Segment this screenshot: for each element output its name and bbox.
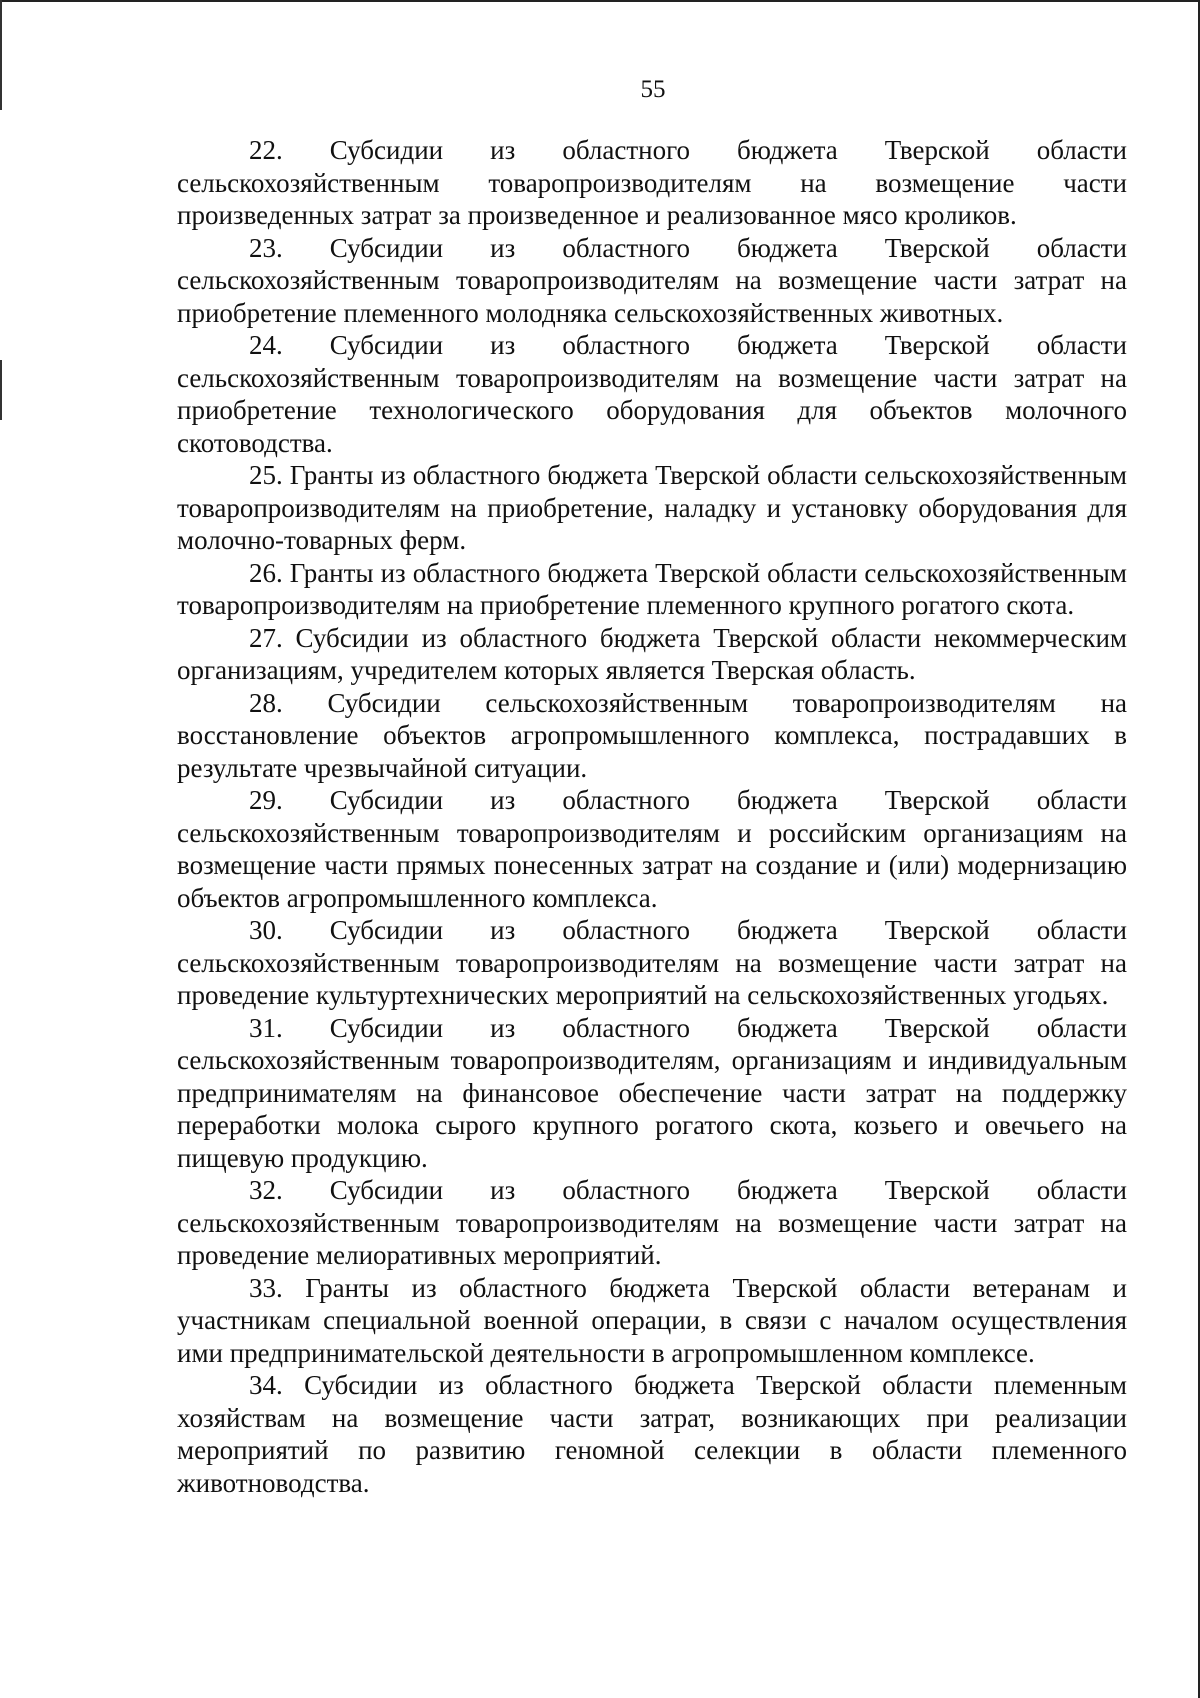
paragraph-28: 28. Субсидии сельскохозяйственным товаропроизводителям на восстановление объектов агропромышленного комплекса, пострадавших в результате чрезвычайной ситуации.	[177, 687, 1127, 783]
paragraph-33: 33. Гранты из областного бюджета Тверской области ветеранам и участникам специальной военной операции, в связи с началом осуществления ими предпринимательской деятельности в агропромышленном комплексе.	[177, 1272, 1127, 1368]
paragraph-31: 31. Субсидии из областного бюджета Тверской области сельскохозяйственным товаропроизводителям, организациям и индивидуальным предпринимателям на финансовое обеспечение части затрат на поддержку переработки молока сырого крупного рогатого скота, козьего и овечьего на пищевую продукцию.	[177, 1012, 1127, 1173]
scan-edge-mark	[0, 360, 2, 420]
paragraph-22: 22. Субсидии из областного бюджета Тверской области сельскохозяйственным товаропроизводителям на возмещение части произведенных затрат за произведенное и реализованное мясо кроликов.	[177, 135, 1127, 230]
paragraph-26: 26. Гранты из областного бюджета Тверской области сельскохозяйственным товаропроизводителям на приобретение племенного крупного рогатого скота.	[177, 557, 1127, 620]
paragraph-32: 32. Субсидии из областного бюджета Тверской области сельскохозяйственным товаропроизводителям на возмещение части затрат на проведение мелиоративных мероприятий.	[177, 1175, 1127, 1270]
paragraph-27: 27. Субсидии из областного бюджета Тверской области некоммерческим организациям, учредителем которых является Тверская область.	[177, 622, 1127, 685]
paragraph-24: 24. Субсидии из областного бюджета Тверской области сельскохозяйственным товаропроизводителям на возмещение части затрат на приобретение технологического оборудования для объектов молочного скотоводства.	[177, 330, 1127, 458]
document-body	[177, 134, 1127, 1499]
paragraph-34: 34. Субсидии из областного бюджета Тверской области племенным хозяйствам на возмещение части затрат, возникающих при реализации мероприятий по развитию геномной селекции в области племенного животноводства.	[177, 1370, 1127, 1498]
page-border-top	[0, 0, 1200, 2]
page-number: 55	[640, 76, 666, 103]
paragraph-29: 29. Субсидии из областного бюджета Тверской области сельскохозяйственным товаропроизводителям и российским организациям на возмещение части прямых понесенных затрат на создание и (или) модернизацию объектов агропромышленного комплекса.	[177, 785, 1127, 913]
paragraph-23: 23. Субсидии из областного бюджета Тверской области сельскохозяйственным товаропроизводителям на возмещение части затрат на приобретение племенного молодняка сельскохозяйственных животных.	[177, 232, 1127, 328]
paragraph-30: 30. Субсидии из областного бюджета Тверской области сельскохозяйственным товаропроизводителям на возмещение части затрат на проведение культуртехнических мероприятий на сельскохозяйственных угодьях.	[177, 915, 1127, 1010]
paragraph-25: 25. Гранты из областного бюджета Тверской области сельскохозяйственным товаропроизводителям на приобретение, наладку и установку оборудования для молочно-товарных ферм.	[177, 460, 1127, 555]
